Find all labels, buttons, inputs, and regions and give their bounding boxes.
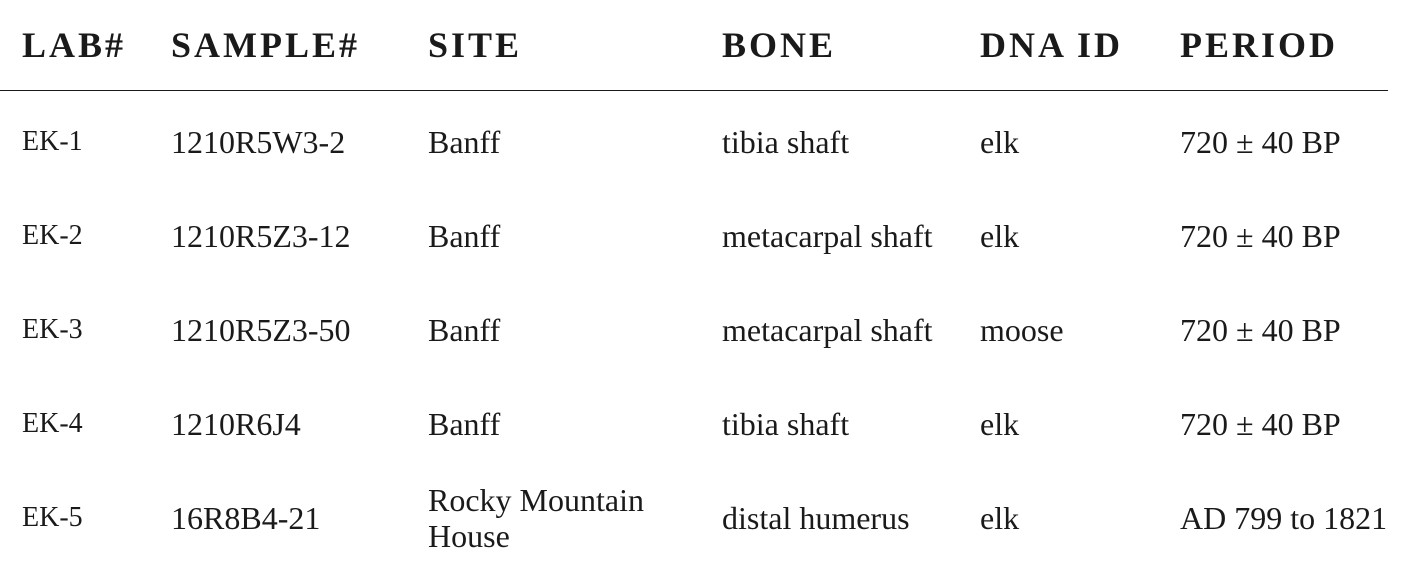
table-header: [0, 0, 1388, 91]
header-bone: BONE: [701, 0, 959, 91]
cell-period: AD 799 to 1821: [1180, 500, 1388, 536]
cell-site: Banff: [428, 218, 501, 254]
cell-dna-id: moose: [980, 312, 1064, 348]
cell-lab: EK-1: [22, 126, 83, 157]
cell-bone: metacarpal shaft: [722, 312, 933, 348]
cell-lab: EK-4: [22, 408, 83, 439]
cell-lab: EK-5: [22, 502, 83, 533]
cell-period: 720 ± 40 BP: [1180, 312, 1341, 348]
cell-period: 720 ± 40 BP: [1180, 124, 1341, 160]
table-row: [0, 91, 1388, 190]
cell-period: 720 ± 40 BP: [1180, 406, 1341, 442]
cell-dna-id: elk: [980, 124, 1020, 160]
table-row: [0, 471, 1388, 565]
cell-dna-id: elk: [980, 218, 1020, 254]
table-row: [0, 377, 1388, 471]
cell-bone: metacarpal shaft: [722, 218, 933, 254]
cell-dna-id: elk: [980, 406, 1020, 442]
header-row: [0, 0, 1388, 91]
cell-dna-id: elk: [980, 500, 1020, 536]
cell-sample: 1210R5Z3-50: [171, 312, 351, 348]
cell-sample: 1210R5W3-2: [171, 124, 346, 160]
cell-lab: EK-3: [22, 314, 83, 345]
cell-sample: 1210R5Z3-12: [171, 218, 351, 254]
table-body: [0, 91, 1388, 566]
cell-bone: tibia shaft: [722, 124, 850, 160]
cell-lab: EK-2: [22, 220, 83, 251]
cell-site: Banff: [428, 124, 501, 160]
cell-site: Banff: [428, 312, 501, 348]
cell-period: 720 ± 40 BP: [1180, 218, 1341, 254]
cell-bone: tibia shaft: [722, 406, 850, 442]
cell-bone: distal humerus: [722, 500, 910, 536]
header-period: PERIOD: [1159, 0, 1388, 91]
header-lab: LAB#: [0, 0, 150, 91]
cell-site: Banff: [428, 406, 501, 442]
table-row: [0, 283, 1388, 377]
header-site: SITE: [407, 0, 701, 91]
header-dna-id: DNA ID: [959, 0, 1159, 91]
header-sample: SAMPLE#: [150, 0, 407, 91]
cell-sample: 16R8B4-21: [171, 500, 321, 536]
cell-site: Rocky Mountain House: [428, 482, 644, 554]
table-row: [0, 189, 1388, 283]
cell-sample: 1210R6J4: [171, 406, 301, 442]
